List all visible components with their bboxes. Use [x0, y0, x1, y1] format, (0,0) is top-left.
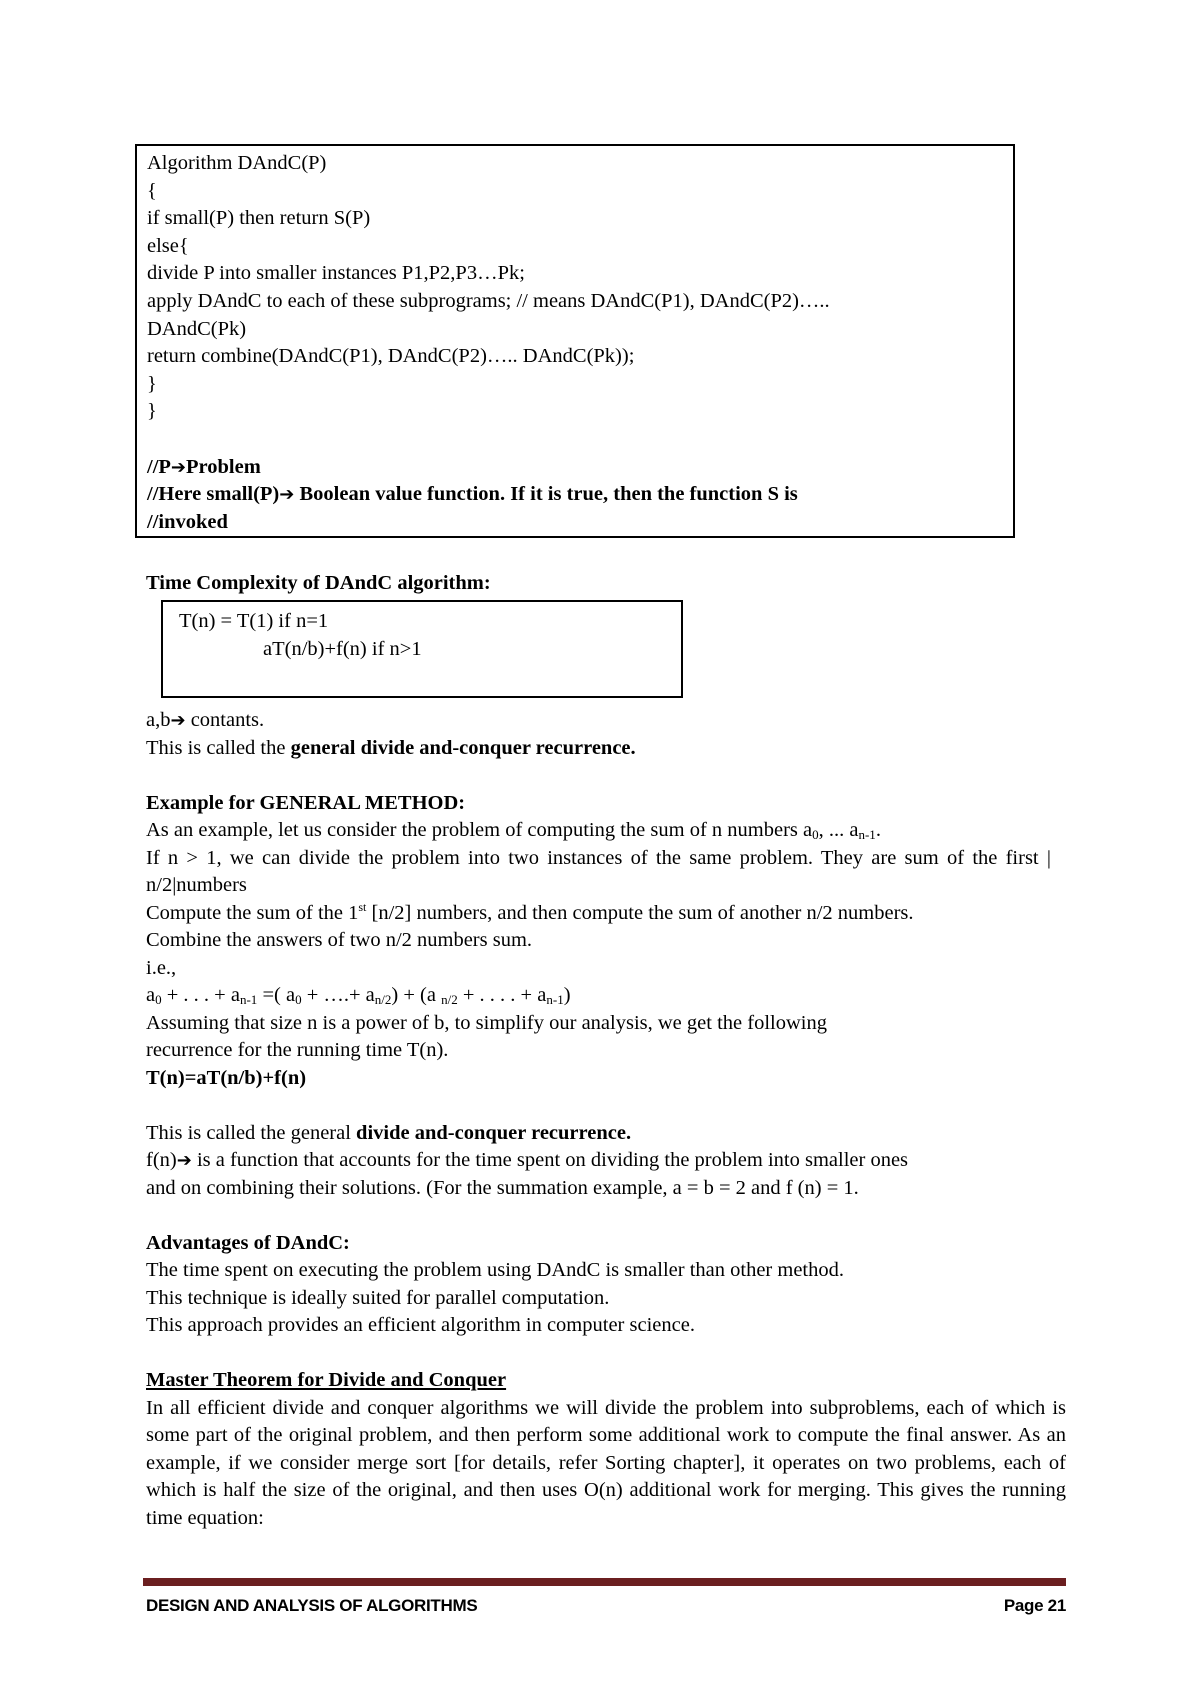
- comment-line: [147, 481, 1003, 509]
- footer-title: DESIGN AND ANALYSIS OF ALGORITHMS: [146, 1596, 478, 1615]
- arrow-icon: ➔: [279, 484, 295, 506]
- text: + . . . + a: [161, 984, 240, 1006]
- time-complexity-box: [161, 600, 683, 698]
- spacer: [146, 1202, 1066, 1230]
- example-line: [146, 817, 1066, 845]
- constants-label: a,b: [146, 709, 171, 731]
- advantages-heading: Advantages of DAndC:: [146, 1231, 350, 1254]
- code-line: {: [147, 179, 157, 202]
- subscript: 0: [812, 827, 819, 842]
- code-line: DAndC(Pk): [147, 317, 247, 340]
- called-text: This is called the: [146, 736, 291, 759]
- code-line: if small(P) then return S(P): [147, 207, 371, 230]
- superscript: st: [358, 899, 367, 914]
- master-theorem-heading: Master Theorem for Divide and Conquer: [146, 1369, 507, 1391]
- advantage-item: This technique is ideally suited for parallel computation.: [146, 1286, 610, 1309]
- text: As an example, let us consider the problem of computing the sum of n numbers a: [146, 819, 813, 841]
- code-line: Algorithm DAndC(P): [147, 152, 327, 174]
- subscript: n/2: [441, 992, 458, 1007]
- text: [n/2] numbers, and then compute the sum of another n/2 numbers.: [366, 901, 914, 924]
- fn-line: [146, 1147, 1066, 1175]
- code-line: [147, 426, 1003, 454]
- arrow-icon: ➔: [170, 456, 187, 478]
- footer-rule: [143, 1578, 1066, 1586]
- comment-text: //Here small(P): [147, 483, 280, 506]
- spacer: [146, 1340, 1066, 1368]
- called-line: [146, 1120, 1066, 1148]
- comment-text: Boolean value function. If it is true, then the function S is: [294, 483, 798, 506]
- text: ): [563, 984, 571, 1006]
- text: Compute the sum of the 1: [146, 901, 359, 924]
- example-heading: Example for GENERAL METHOD:: [146, 791, 466, 814]
- code-line: }: [147, 372, 157, 395]
- comment-text: //P: [147, 455, 171, 478]
- page-footer: [146, 1596, 1066, 1616]
- called-bold: divide and-conquer recurrence.: [356, 1121, 632, 1144]
- code-line: divide P into smaller instances P1,P2,P3…Pk;: [147, 262, 525, 285]
- spacer: [146, 1092, 1066, 1120]
- subscript: 0: [295, 992, 302, 1007]
- master-theorem-paragraph: In all efficient divide and conquer algorithms we will divide the problem into subproblems, each of which is some part of the original problem, and then perform some additional work to compute the final answer. As an example, if we consider merge sort [for details, refer Sorting chapter], it operates on two problems, each of which is half the size of the original, and then uses O(n) additional work for merging. This gives the running time equation:: [146, 1396, 1066, 1529]
- body-content: [146, 707, 1066, 1532]
- advantage-item: The time spent on executing the problem using DAndC is smaller than other method.: [146, 1259, 845, 1281]
- algorithm-box: [135, 144, 1015, 538]
- arrow-icon: ➔: [176, 1150, 192, 1171]
- example-line: Combine the answers of two n/2 numbers sum.: [146, 929, 533, 951]
- example-line: If n > 1, we can divide the problem into two instances of the same problem. They are sum of the first | n/2|numbers: [146, 846, 1051, 896]
- text: .: [875, 819, 881, 841]
- example-line: recurrence for the running time T(n).: [146, 1039, 449, 1061]
- subscript: n/2: [374, 992, 392, 1007]
- subscript: n-1: [546, 992, 564, 1007]
- example-line: Assuming that size n is a power of b, to simplify our analysis, we get the following: [146, 1011, 827, 1034]
- comment-text: Problem: [186, 455, 261, 478]
- text: + . . . . + a: [457, 984, 547, 1006]
- recurrence-formula: T(n)=aT(n/b)+f(n): [146, 1066, 307, 1089]
- text: =( a: [257, 984, 296, 1006]
- constants-line: [146, 707, 1066, 735]
- called-bold: general divide and-conquer recurrence.: [290, 736, 636, 759]
- page-number: Page 21: [1003, 1596, 1066, 1615]
- code-line: else{: [147, 234, 189, 257]
- fn-line: and on combining their solutions. (For the summation example, a = b = 2 and f (n) = 1.: [146, 1176, 859, 1199]
- constants-text: contants.: [185, 709, 265, 731]
- text: + ….+ a: [301, 984, 375, 1006]
- text: a: [146, 984, 156, 1006]
- text: ) + (a: [391, 984, 442, 1006]
- text: f(n): [146, 1149, 177, 1171]
- text: , ... a: [818, 819, 859, 841]
- example-line: [146, 900, 1066, 928]
- subscript: n-1: [239, 992, 258, 1007]
- advantage-item: This approach provides an efficient algorithm in computer science.: [146, 1314, 695, 1336]
- example-line: i.e.,: [146, 956, 177, 979]
- comment-line: //invoked: [147, 510, 228, 533]
- spacer: [146, 762, 1066, 790]
- text: is a function that accounts for the time spent on dividing the problem into smaller ones: [191, 1149, 909, 1171]
- code-line: apply DAndC to each of these subprograms; // means DAndC(P1), DAndC(P2)…..: [147, 289, 830, 312]
- recurrence-line: T(n) = T(1) if n=1: [179, 610, 329, 632]
- time-complexity-heading: Time Complexity of DAndC algorithm:: [146, 572, 491, 594]
- code-line: }: [147, 400, 157, 423]
- comment-line: [147, 454, 1003, 482]
- arrow-icon: ➔: [170, 710, 186, 731]
- called-line: [146, 735, 1066, 763]
- called-text: This is called the general: [146, 1121, 357, 1144]
- code-line: return combine(DAndC(P1), DAndC(P2)….. DAndC(Pk));: [147, 345, 635, 368]
- recurrence-line: aT(n/b)+f(n) if n>1: [263, 637, 422, 660]
- subscript: n-1: [858, 827, 876, 842]
- subscript: 0: [155, 992, 162, 1007]
- sum-equation: [146, 982, 1066, 1010]
